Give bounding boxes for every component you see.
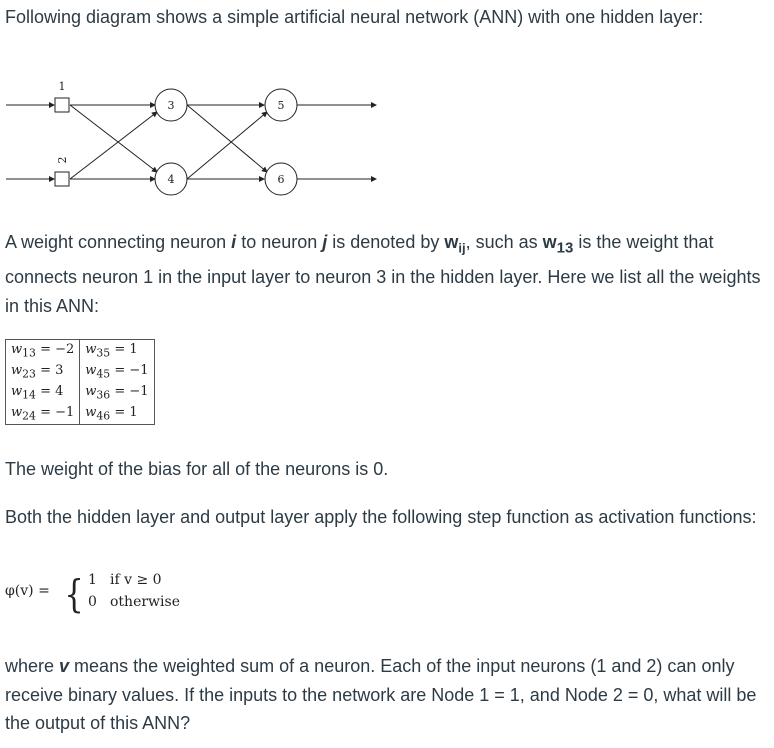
input-label-2: 2 (56, 156, 69, 164)
case-2: 0 otherwise (88, 594, 180, 610)
hidden-label-4: 4 (167, 173, 175, 186)
weight-cell: $w_{14} = 4$ (6, 382, 80, 403)
weight-cell: $w_{46} = 1$ (80, 403, 154, 425)
weight-cell: $w_{24} = -1$ (6, 403, 80, 425)
weight-cell: $w_{45} = -1$ (80, 361, 154, 382)
weight-cell: $w_{35} = 1$ (80, 340, 154, 362)
hidden-label-3: 3 (167, 99, 175, 112)
case-1: 1 if v ≥ 0 (88, 572, 162, 588)
weights-row (6, 403, 155, 425)
edge-3-6 (187, 105, 267, 172)
input-label-1: 1 (58, 80, 66, 93)
edge-1-4 (70, 105, 157, 172)
weights-row (6, 361, 155, 382)
weights-row (6, 340, 155, 362)
weights-row (6, 382, 155, 403)
weight-cell: $w_{36} = -1$ (80, 382, 154, 403)
weights-table (5, 339, 155, 425)
weight-cell: $w_{13} = -2$ (6, 340, 80, 362)
output-label-5: 5 (277, 99, 285, 112)
input-node-2 (55, 172, 69, 186)
function-lhs: φ(v) = (5, 583, 50, 599)
brace-symbol: { (64, 572, 84, 616)
weights-description: A weight connecting neuron i to neuron j is denoted by $w_{ij}$, such as $w_{13}$ is the weight that connects neuron 1 in the input layer to neuron 3 in the hidden layer. Here we list all the weights in this ANN: (5, 232, 761, 316)
bias-text: The weight of the bias for all of the neurons is 0. (5, 459, 389, 479)
intro-text: Following diagram shows a simple artificial neural network (ANN) with one hidden layer: (5, 7, 704, 27)
edge-2-3 (70, 112, 157, 179)
weight-cell: $w_{23} = 3$ (6, 361, 80, 382)
edge-4-5 (187, 112, 267, 179)
activation-text: Both the hidden layer and output layer apply the following step function as activation functions: (5, 507, 757, 527)
neural-network-diagram (0, 78, 400, 208)
input-node-1 (55, 98, 69, 112)
output-label-6: 6 (277, 173, 285, 186)
question-text: where v means the weighted sum of a neuron. Each of the input neurons (1 and 2) can only receive binary values. If the inputs to the network are Node 1 = 1, and Node 2 = 0, what will be the output of this ANN? (5, 656, 757, 733)
